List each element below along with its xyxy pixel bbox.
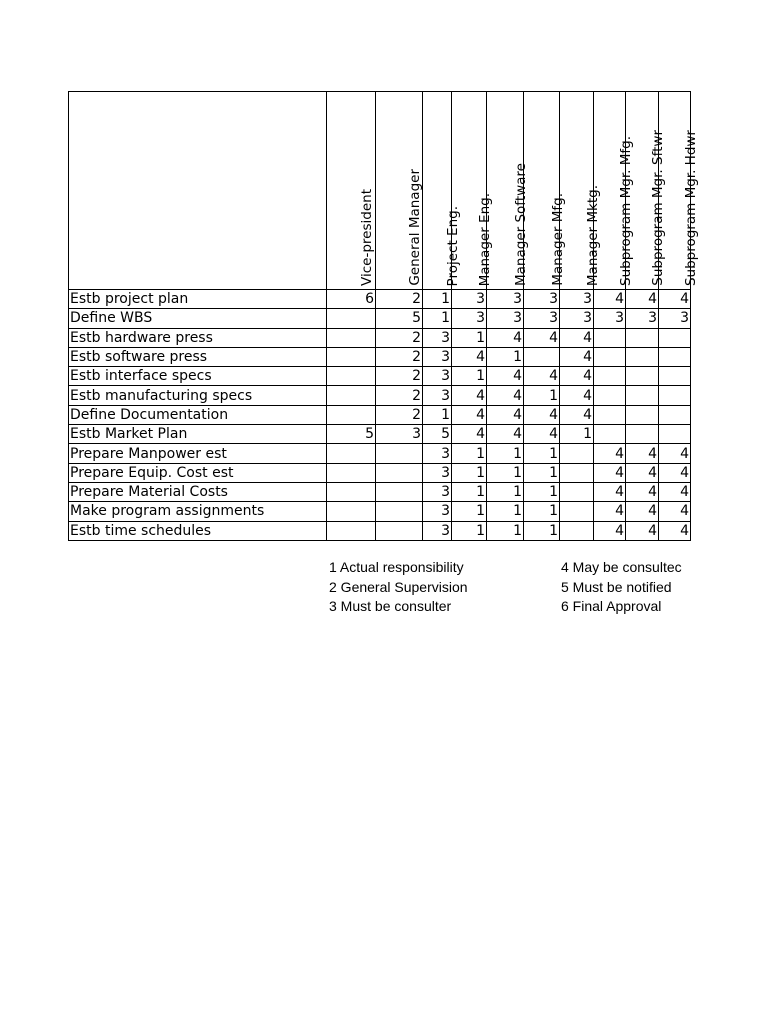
task-cell: Prepare Material Costs bbox=[69, 482, 327, 501]
value-cell bbox=[376, 482, 423, 501]
value-cell: 2 bbox=[376, 347, 423, 366]
value-cell: 1 bbox=[487, 347, 524, 366]
task-cell: Prepare Manpower est bbox=[69, 444, 327, 463]
table-row bbox=[69, 347, 691, 366]
value-cell: 4 bbox=[452, 347, 487, 366]
value-cell bbox=[524, 347, 560, 366]
value-cell: 3 bbox=[487, 309, 524, 328]
value-cell: 6 bbox=[327, 290, 376, 309]
value-cell: 2 bbox=[376, 367, 423, 386]
value-cell: 1 bbox=[452, 502, 487, 521]
value-cell: 4 bbox=[594, 444, 626, 463]
value-cell bbox=[560, 444, 594, 463]
task-cell: Estb manufacturing specs bbox=[69, 386, 327, 405]
value-cell: 5 bbox=[423, 425, 452, 444]
value-cell: 3 bbox=[423, 347, 452, 366]
value-cell: 4 bbox=[524, 425, 560, 444]
value-cell: 1 bbox=[524, 463, 560, 482]
value-cell: 4 bbox=[626, 444, 659, 463]
value-cell: 4 bbox=[659, 521, 691, 540]
task-cell: Estb project plan bbox=[69, 290, 327, 309]
value-cell: 2 bbox=[376, 290, 423, 309]
table-row bbox=[69, 521, 691, 540]
value-cell bbox=[376, 521, 423, 540]
legend-left bbox=[329, 558, 468, 617]
value-cell bbox=[594, 425, 626, 444]
table-row bbox=[69, 309, 691, 328]
value-cell bbox=[327, 347, 376, 366]
value-cell bbox=[659, 425, 691, 444]
value-cell bbox=[626, 328, 659, 347]
value-cell: 4 bbox=[560, 367, 594, 386]
value-cell: 4 bbox=[524, 328, 560, 347]
value-cell bbox=[327, 444, 376, 463]
value-cell: 3 bbox=[423, 463, 452, 482]
value-cell: 1 bbox=[524, 502, 560, 521]
value-cell: 4 bbox=[560, 405, 594, 424]
value-cell: 4 bbox=[626, 482, 659, 501]
value-cell: 4 bbox=[659, 482, 691, 501]
value-cell: 1 bbox=[423, 290, 452, 309]
value-cell: 1 bbox=[452, 328, 487, 347]
value-cell: 1 bbox=[487, 463, 524, 482]
value-cell bbox=[327, 405, 376, 424]
column-header-label: Subprogram Mgr. Sftwr bbox=[650, 130, 666, 286]
value-cell: 1 bbox=[452, 367, 487, 386]
header-row bbox=[69, 92, 691, 290]
column-header-label: General Manager bbox=[407, 169, 423, 286]
column-header bbox=[423, 92, 461, 290]
value-cell bbox=[560, 482, 594, 501]
column-header bbox=[452, 92, 493, 290]
value-cell: 4 bbox=[452, 386, 487, 405]
value-cell: 3 bbox=[524, 290, 560, 309]
value-cell: 2 bbox=[376, 386, 423, 405]
value-cell: 2 bbox=[376, 328, 423, 347]
value-cell bbox=[626, 347, 659, 366]
task-cell: Define Documentation bbox=[69, 405, 327, 424]
value-cell bbox=[327, 521, 376, 540]
column-header bbox=[524, 92, 566, 290]
legend-item: 1 Actual responsibility bbox=[329, 559, 464, 575]
value-cell: 4 bbox=[594, 482, 626, 501]
value-cell bbox=[327, 502, 376, 521]
value-cell: 4 bbox=[659, 502, 691, 521]
legend-item: 4 May be consultec bbox=[561, 559, 682, 575]
value-cell: 4 bbox=[626, 502, 659, 521]
value-cell bbox=[376, 502, 423, 521]
value-cell: 3 bbox=[524, 309, 560, 328]
value-cell: 4 bbox=[560, 328, 594, 347]
table-row bbox=[69, 328, 691, 347]
task-cell: Estb Market Plan bbox=[69, 425, 327, 444]
task-cell: Define WBS bbox=[69, 309, 327, 328]
table-row bbox=[69, 463, 691, 482]
value-cell: 4 bbox=[626, 521, 659, 540]
value-cell: 1 bbox=[452, 444, 487, 463]
value-cell: 1 bbox=[487, 444, 524, 463]
value-cell: 4 bbox=[487, 405, 524, 424]
responsibility-matrix bbox=[68, 91, 699, 541]
value-cell: 3 bbox=[452, 290, 487, 309]
value-cell: 3 bbox=[560, 290, 594, 309]
value-cell bbox=[327, 309, 376, 328]
value-cell: 4 bbox=[524, 405, 560, 424]
value-cell bbox=[626, 367, 659, 386]
value-cell: 4 bbox=[659, 290, 691, 309]
column-header-label: Manager Software bbox=[513, 163, 529, 286]
table-row bbox=[69, 386, 691, 405]
value-cell: 1 bbox=[560, 425, 594, 444]
column-header bbox=[626, 92, 666, 290]
value-cell bbox=[327, 482, 376, 501]
column-header-label: Project Eng. bbox=[445, 205, 461, 286]
value-cell: 4 bbox=[560, 386, 594, 405]
column-header-label: Manager Mktg. bbox=[584, 184, 601, 286]
value-cell: 3 bbox=[659, 309, 691, 328]
value-cell bbox=[659, 347, 691, 366]
value-cell: 4 bbox=[452, 405, 487, 424]
value-cell: 1 bbox=[423, 405, 452, 424]
value-cell: 4 bbox=[594, 502, 626, 521]
value-cell bbox=[626, 405, 659, 424]
column-header-label: Manager Eng. bbox=[477, 192, 493, 286]
column-header-label: Manager Mfg. bbox=[549, 193, 566, 286]
table-row bbox=[69, 482, 691, 501]
value-cell bbox=[594, 347, 626, 366]
value-cell: 4 bbox=[594, 290, 626, 309]
value-cell bbox=[560, 463, 594, 482]
value-cell: 1 bbox=[524, 444, 560, 463]
value-cell: 4 bbox=[594, 463, 626, 482]
value-cell bbox=[560, 502, 594, 521]
legend-right bbox=[561, 558, 689, 617]
table-row bbox=[69, 405, 691, 424]
value-cell: 3 bbox=[423, 521, 452, 540]
value-cell: 4 bbox=[487, 425, 524, 444]
column-header bbox=[560, 92, 601, 290]
value-cell: 4 bbox=[487, 386, 524, 405]
column-header-label: Subprogram Mgr. Mfg. bbox=[617, 136, 634, 286]
corner-cell bbox=[69, 92, 327, 290]
value-cell bbox=[327, 386, 376, 405]
table-row bbox=[69, 444, 691, 463]
value-cell bbox=[327, 463, 376, 482]
column-header bbox=[327, 92, 376, 290]
matrix-body bbox=[69, 290, 691, 541]
task-cell: Prepare Equip. Cost est bbox=[69, 463, 327, 482]
value-cell: 1 bbox=[487, 482, 524, 501]
value-cell: 1 bbox=[524, 482, 560, 501]
value-cell bbox=[626, 425, 659, 444]
value-cell bbox=[327, 367, 376, 386]
value-cell bbox=[376, 463, 423, 482]
legend-item: 3 Must be consulter bbox=[329, 598, 452, 614]
value-cell: 1 bbox=[524, 386, 560, 405]
value-cell: 4 bbox=[626, 463, 659, 482]
task-cell: Make program assignments bbox=[69, 502, 327, 521]
column-header-label: Subprogram Mgr. Hdwr bbox=[682, 129, 699, 286]
value-cell: 1 bbox=[452, 482, 487, 501]
table-row bbox=[69, 290, 691, 309]
value-cell: 4 bbox=[524, 367, 560, 386]
value-cell bbox=[594, 386, 626, 405]
value-cell: 4 bbox=[659, 444, 691, 463]
value-cell: 4 bbox=[452, 425, 487, 444]
value-cell: 4 bbox=[626, 290, 659, 309]
column-header bbox=[487, 92, 529, 290]
value-cell bbox=[594, 405, 626, 424]
value-cell: 4 bbox=[560, 347, 594, 366]
value-cell: 4 bbox=[659, 463, 691, 482]
column-header bbox=[594, 92, 634, 290]
table-row bbox=[69, 502, 691, 521]
task-cell: Estb time schedules bbox=[69, 521, 327, 540]
value-cell: 3 bbox=[423, 502, 452, 521]
value-cell: 3 bbox=[423, 328, 452, 347]
table-row bbox=[69, 425, 691, 444]
task-cell: Estb interface specs bbox=[69, 367, 327, 386]
value-cell: 1 bbox=[487, 521, 524, 540]
value-cell: 4 bbox=[487, 367, 524, 386]
value-cell bbox=[659, 367, 691, 386]
value-cell: 4 bbox=[594, 521, 626, 540]
value-cell: 3 bbox=[594, 309, 626, 328]
value-cell: 1 bbox=[487, 502, 524, 521]
legend-item: 2 General Supervision bbox=[329, 578, 468, 595]
value-cell: 1 bbox=[524, 521, 560, 540]
value-cell: 1 bbox=[423, 309, 452, 328]
value-cell: 3 bbox=[423, 367, 452, 386]
value-cell: 3 bbox=[487, 290, 524, 309]
value-cell: 3 bbox=[560, 309, 594, 328]
table-row bbox=[69, 367, 691, 386]
legend-item: 5 Must be notified bbox=[561, 578, 672, 595]
value-cell bbox=[560, 521, 594, 540]
value-cell bbox=[376, 444, 423, 463]
value-cell bbox=[659, 405, 691, 424]
value-cell: 3 bbox=[423, 386, 452, 405]
value-cell bbox=[327, 328, 376, 347]
value-cell bbox=[659, 386, 691, 405]
value-cell: 5 bbox=[376, 309, 423, 328]
value-cell: 2 bbox=[376, 405, 423, 424]
value-cell: 1 bbox=[452, 521, 487, 540]
value-cell: 3 bbox=[423, 444, 452, 463]
value-cell: 5 bbox=[327, 425, 376, 444]
value-cell bbox=[594, 328, 626, 347]
value-cell bbox=[626, 386, 659, 405]
column-header bbox=[376, 92, 423, 290]
value-cell: 3 bbox=[626, 309, 659, 328]
column-header bbox=[659, 92, 699, 290]
value-cell bbox=[594, 367, 626, 386]
legend-item: 6 Final Approval bbox=[561, 598, 662, 614]
value-cell: 3 bbox=[376, 425, 423, 444]
value-cell: 3 bbox=[452, 309, 487, 328]
value-cell: 3 bbox=[423, 482, 452, 501]
value-cell: 4 bbox=[487, 328, 524, 347]
column-header-label: Vice-president bbox=[359, 189, 375, 286]
value-cell: 1 bbox=[452, 463, 487, 482]
value-cell bbox=[659, 328, 691, 347]
task-cell: Estb hardware press bbox=[69, 328, 327, 347]
task-cell: Estb software press bbox=[69, 347, 327, 366]
